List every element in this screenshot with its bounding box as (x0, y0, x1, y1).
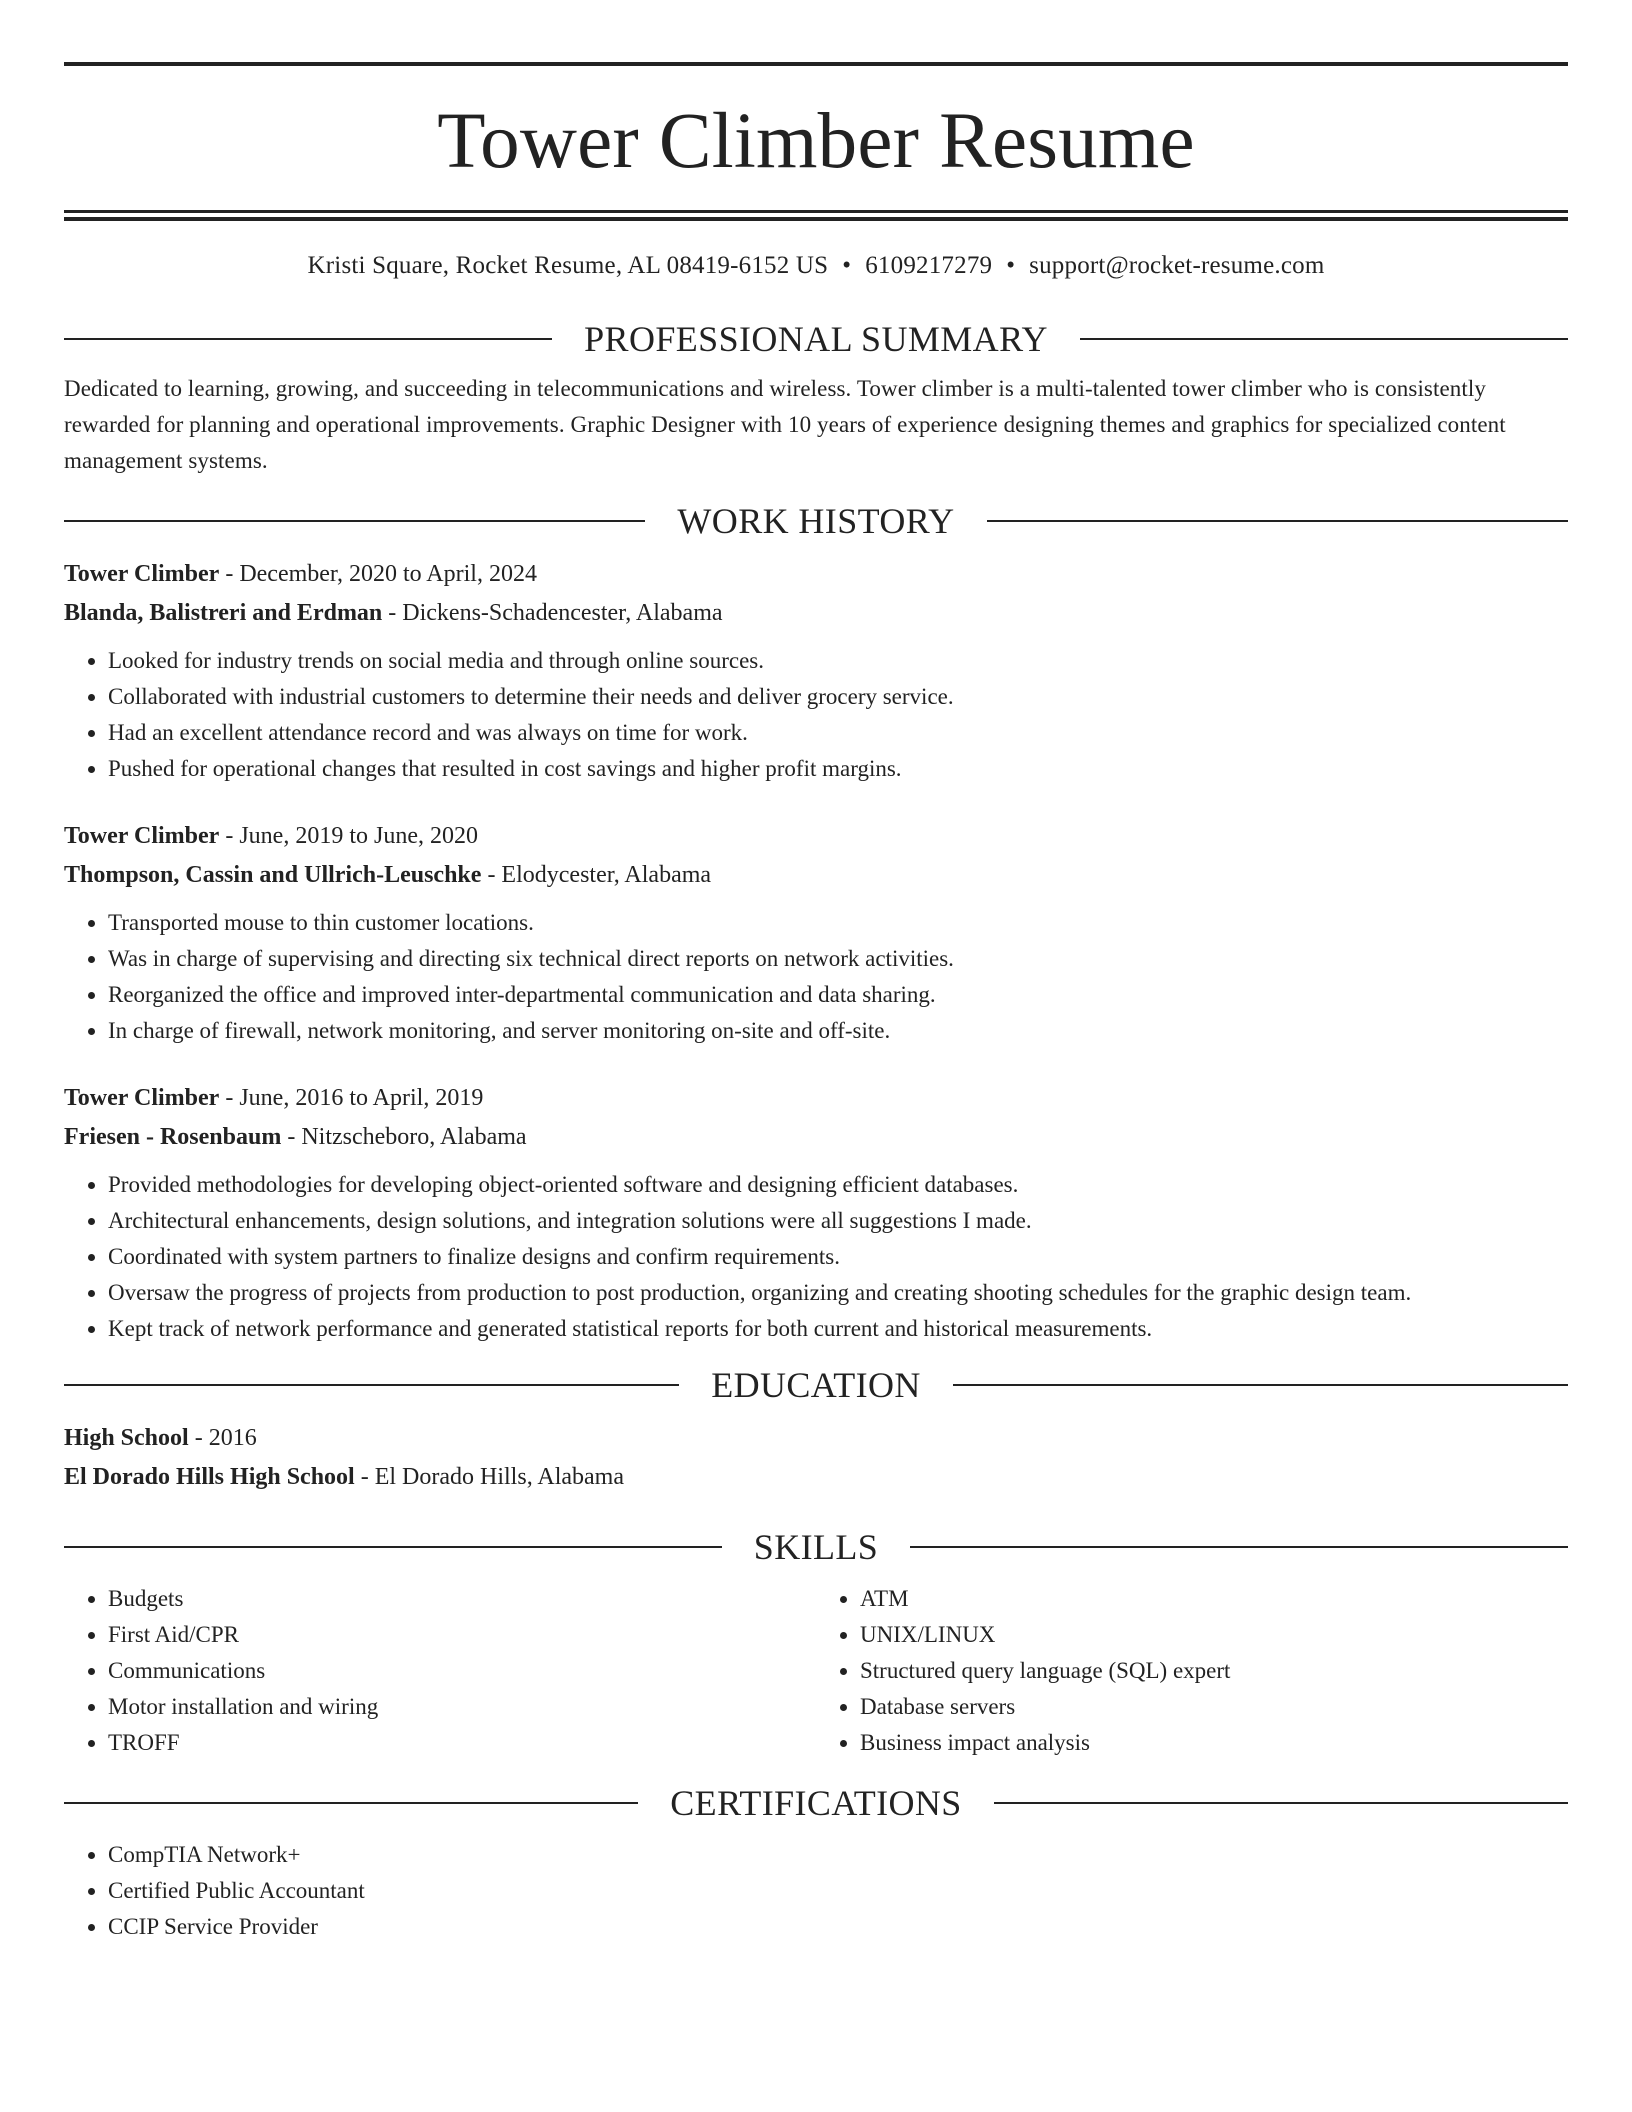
section-title: PROFESSIONAL SUMMARY (584, 319, 1048, 359)
education-degree: High School (64, 1425, 189, 1451)
list-item: • Budgets (108, 1581, 816, 1617)
heading-rule (64, 1546, 722, 1548)
heading-rule (64, 1384, 679, 1386)
list-item: • Oversaw the progress of projects from production to post production, organizing and creating shooting schedules for the graphic design team. (108, 1275, 1568, 1311)
section-heading-education (64, 1365, 1568, 1405)
job-entry (64, 817, 1568, 1049)
heading-rule (64, 520, 645, 522)
list-item: • Business impact analysis (860, 1725, 1568, 1761)
heading-rule (64, 338, 552, 340)
heading-rule (1080, 338, 1568, 340)
section-heading-summary (64, 319, 1568, 359)
skills-column-right (816, 1581, 1568, 1761)
list-item: • UNIX/LINUX (860, 1617, 1568, 1653)
job-title-line (64, 817, 1568, 856)
list-item: • Had an excellent attendance record and was always on time for work. (108, 715, 1568, 751)
job-title-line (64, 1079, 1568, 1118)
section-heading-skills (64, 1527, 1568, 1567)
list-item: • CCIP Service Provider (108, 1909, 1568, 1945)
job-company-line (64, 856, 1568, 895)
education-entry (64, 1419, 1568, 1497)
top-rule (64, 62, 1568, 66)
contact-address: Kristi Square, Rocket Resume, AL 08419-6152 US (307, 252, 829, 279)
skills-bullets (816, 1581, 1568, 1761)
job-bullets (64, 643, 1568, 787)
list-item: • TROFF (108, 1725, 816, 1761)
section-title: CERTIFICATIONS (670, 1783, 962, 1823)
job-bullets (64, 1167, 1568, 1347)
skills-list (64, 1581, 1568, 1761)
education-location: - El Dorado Hills, Alabama (354, 1464, 624, 1490)
certifications-bullets (64, 1837, 1568, 1945)
list-item: • Structured query language (SQL) expert (860, 1653, 1568, 1689)
job-company-line (64, 594, 1568, 633)
job-entry (64, 555, 1568, 787)
contact-separator: • (842, 252, 852, 279)
list-item: • CompTIA Network+ (108, 1837, 1568, 1873)
list-item: • Database servers (860, 1689, 1568, 1725)
job-entry (64, 1079, 1568, 1347)
section-title: WORK HISTORY (677, 501, 955, 541)
heading-rule (994, 1802, 1568, 1804)
list-item: • Was in charge of supervising and directing six technical direct reports on network activities. (108, 941, 1568, 977)
list-item: • Provided methodologies for developing object-oriented software and designing efficient databases. (108, 1167, 1568, 1203)
skills-bullets (64, 1581, 816, 1761)
job-dates: - December, 2020 to April, 2024 (219, 561, 537, 587)
list-item: • ATM (860, 1581, 1568, 1617)
list-item: • Communications (108, 1653, 816, 1689)
list-item: • Kept track of network performance and generated statistical reports for both current and historical measurements. (108, 1311, 1568, 1347)
job-title: Tower Climber (64, 1085, 220, 1111)
summary-text: Dedicated to learning, growing, and succeeding in telecommunications and wireless. Tower climber is a multi-talented tower climber who is consistently rewarded for planning and operational improvements. Graphic Designer with 10 years of experience designing themes and graphics for specialized content management systems. (64, 376, 1506, 473)
job-company: Blanda, Balistreri and Erdman (64, 600, 383, 626)
section-title: EDUCATION (711, 1365, 921, 1405)
skills-column-left (64, 1581, 816, 1761)
heading-rule (987, 520, 1568, 522)
list-item: • Certified Public Accountant (108, 1873, 1568, 1909)
list-item: • In charge of firewall, network monitoring, and server monitoring on-site and off-site. (108, 1013, 1568, 1049)
job-dates: - June, 2019 to June, 2020 (219, 823, 478, 849)
title-double-rule (64, 210, 1568, 221)
job-title: Tower Climber (64, 823, 220, 849)
education-year: - 2016 (188, 1425, 257, 1451)
section-heading-certifications (64, 1783, 1568, 1823)
list-item: • Architectural enhancements, design solutions, and integration solutions were all suggestions I made. (108, 1203, 1568, 1239)
contact-separator: • (1006, 252, 1016, 279)
section-title: SKILLS (753, 1527, 879, 1567)
section-heading-work (64, 501, 1568, 541)
list-item: • First Aid/CPR (108, 1617, 816, 1653)
job-title-line (64, 555, 1568, 594)
job-bullets (64, 905, 1568, 1049)
heading-rule (910, 1546, 1568, 1548)
list-item: • Motor installation and wiring (108, 1689, 816, 1725)
job-location: - Nitzscheboro, Alabama (281, 1124, 527, 1150)
job-location: - Elodycester, Alabama (481, 862, 712, 888)
list-item: • Collaborated with industrial customers to determine their needs and deliver grocery service. (108, 679, 1568, 715)
job-location: - Dickens-Schadencester, Alabama (382, 600, 723, 626)
education-degree-line (64, 1419, 1568, 1458)
heading-rule (953, 1384, 1568, 1386)
list-item: • Coordinated with system partners to finalize designs and confirm requirements. (108, 1239, 1568, 1275)
heading-rule (64, 1802, 638, 1804)
contact-phone: 6109217279 (865, 252, 993, 279)
page-title: Tower Climber Resume (437, 98, 1195, 185)
job-company: Thompson, Cassin and Ullrich-Leuschke (64, 862, 482, 888)
list-item: • Looked for industry trends on social media and through online sources. (108, 643, 1568, 679)
list-item: • Reorganized the office and improved inter-departmental communication and data sharing. (108, 977, 1568, 1013)
job-dates: - June, 2016 to April, 2019 (219, 1085, 484, 1111)
education-school: El Dorado Hills High School (64, 1464, 355, 1490)
list-item: • Transported mouse to thin customer locations. (108, 905, 1568, 941)
certifications-list (64, 1837, 1568, 1945)
contact-line (64, 251, 1568, 281)
job-company: Friesen - Rosenbaum (64, 1124, 282, 1150)
education-school-line (64, 1458, 1568, 1497)
contact-email: support@rocket-resume.com (1029, 252, 1325, 279)
list-item: • Pushed for operational changes that resulted in cost savings and higher profit margins. (108, 751, 1568, 787)
job-title: Tower Climber (64, 561, 220, 587)
job-company-line (64, 1118, 1568, 1157)
